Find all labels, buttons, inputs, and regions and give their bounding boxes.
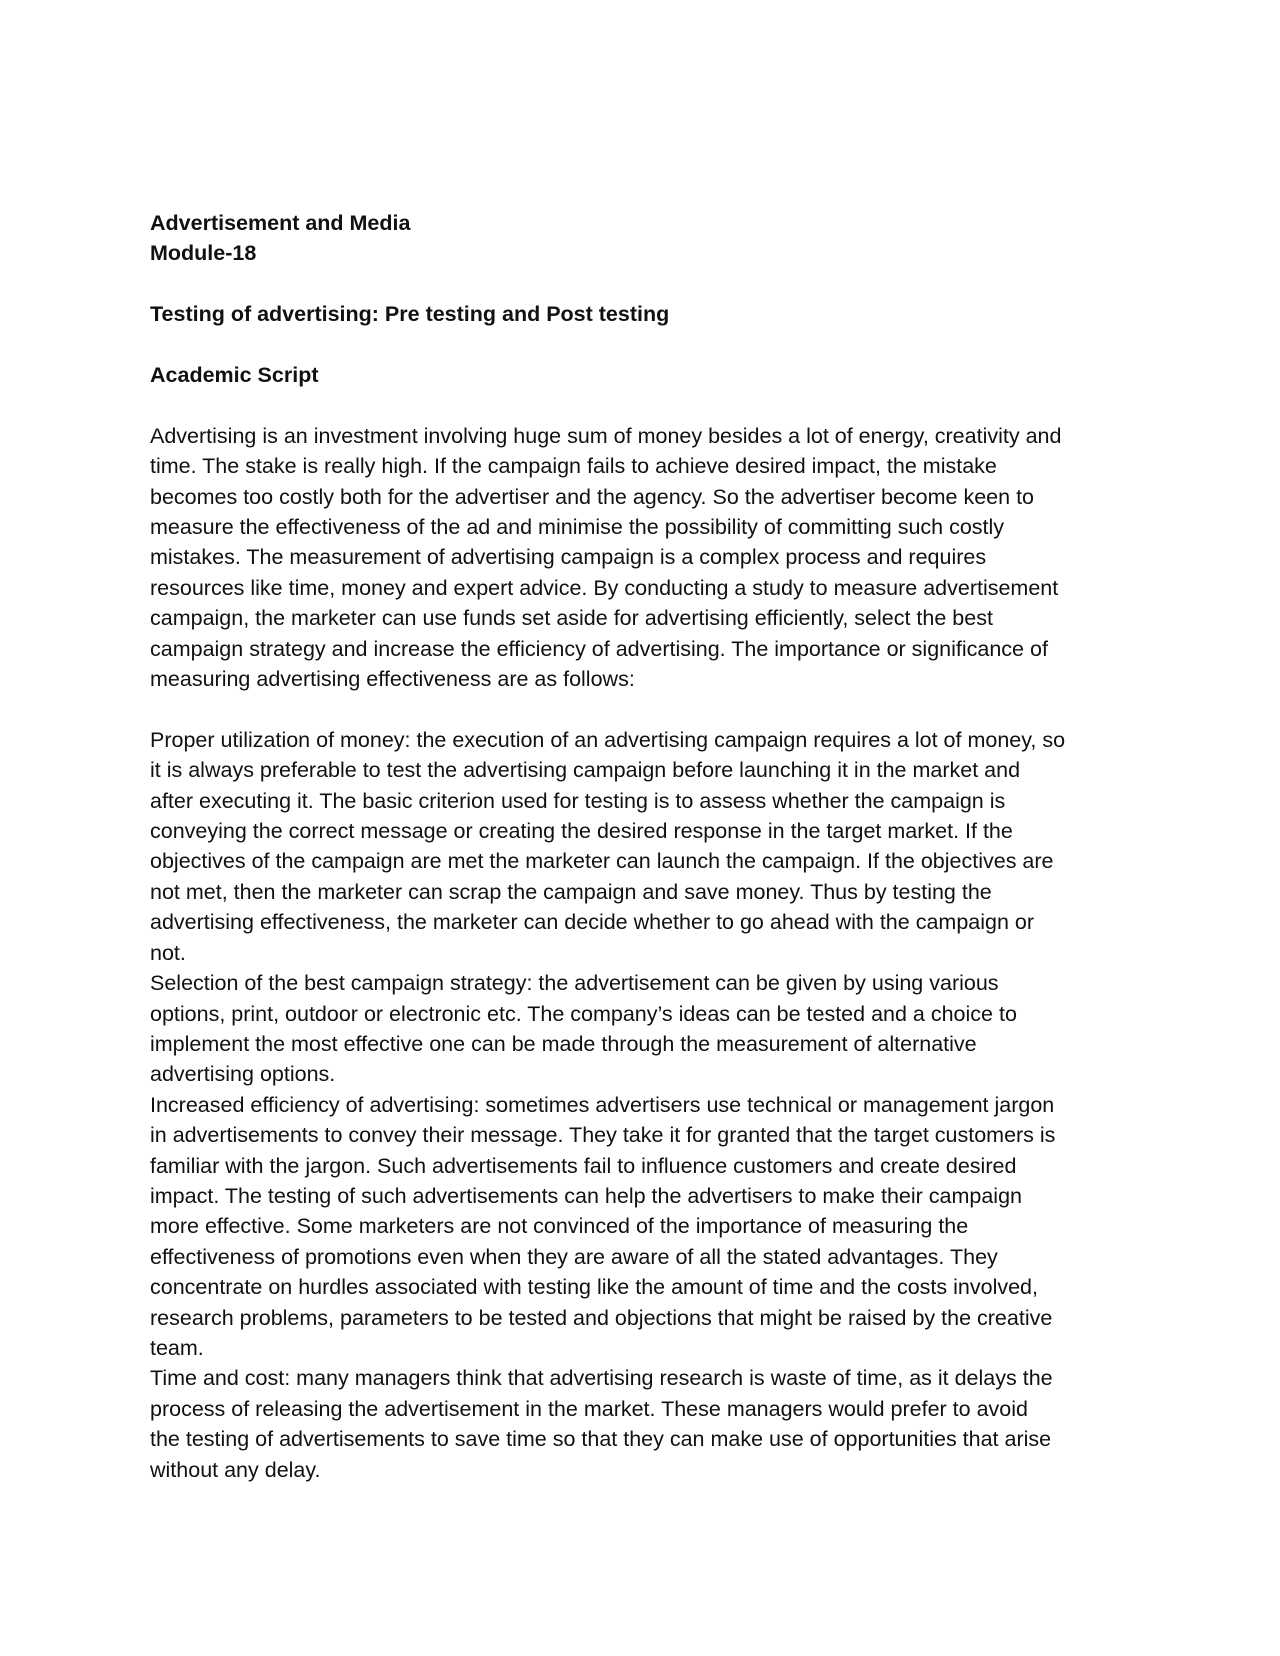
paragraph-proper-utilization xyxy=(150,725,1150,968)
spacer xyxy=(150,694,1150,724)
section-heading: Academic Script xyxy=(150,363,319,387)
course-title: Advertisement and Media xyxy=(150,211,411,235)
text-line: process of releasing the advertisement in the market. These managers would prefer to avoid xyxy=(150,1396,1028,1421)
text-line: Selection of the best campaign strategy: the advertisement can be given by using various xyxy=(150,971,999,996)
text-line: advertising options. xyxy=(150,1062,336,1087)
document-page xyxy=(150,208,1150,1485)
paragraph-increased-efficiency xyxy=(150,1090,1150,1364)
text-line: impact. The testing of such advertisements can help the advertisers to make their campaign xyxy=(150,1183,1022,1208)
text-line: implement the most effective one can be made through the measurement of alternative xyxy=(150,1031,977,1056)
topic-title: Testing of advertising: Pre testing and Post testing xyxy=(150,302,670,327)
text-line: Time and cost: many managers think that advertising research is waste of time, as it delays the xyxy=(150,1366,1053,1391)
text-line: advertising effectiveness, the marketer can decide whether to go ahead with the campaign or xyxy=(150,910,1035,935)
text-line: campaign, the marketer can use funds set aside for advertising efficiently, select the best xyxy=(150,606,993,631)
paragraph-intro xyxy=(150,421,1150,695)
text-line: familiar with the jargon. Such advertisements fail to influence customers and create desired xyxy=(150,1153,1017,1178)
text-line: resources like time, money and expert advice. By conducting a study to measure advertisement xyxy=(150,575,1059,600)
text-line: mistakes. The measurement of advertising campaign is a complex process and requires xyxy=(150,545,987,570)
text-line: objectives of the campaign are met the marketer can launch the campaign. If the objectives are xyxy=(150,849,1054,874)
paragraph-best-strategy xyxy=(150,968,1150,1090)
text-line: options, print, outdoor or electronic etc. The company’s ideas can be tested and a choice to xyxy=(150,1001,1017,1026)
text-line: after executing it. The basic criterion used for testing is to assess whether the campaign is xyxy=(150,788,1006,813)
text-line: becomes too costly both for the advertiser and the agency. So the advertiser become keen to xyxy=(150,484,1034,509)
text-line: Advertising is an investment involving huge sum of money besides a lot of energy, creativity and xyxy=(150,423,1062,448)
text-line: measure the effectiveness of the ad and minimise the possibility of committing such costly xyxy=(150,515,1005,540)
text-line: not met, then the marketer can scrap the campaign and save money. Thus by testing the xyxy=(150,879,992,904)
text-line: Increased efficiency of advertising: sometimes advertisers use technical or management jargon xyxy=(150,1092,1055,1117)
module-number: Module-18 xyxy=(150,241,257,266)
paragraph-time-and-cost xyxy=(150,1363,1150,1485)
text-line: effectiveness of promotions even when they are aware of all the stated advantages. They xyxy=(150,1244,998,1269)
text-line: the testing of advertisements to save time so that they can make use of opportunities that arise xyxy=(150,1427,1052,1452)
spacer xyxy=(150,269,1150,299)
spacer xyxy=(150,390,1150,420)
text-line: not. xyxy=(150,940,186,965)
text-line: more effective. Some marketers are not convinced of the importance of measuring the xyxy=(150,1214,969,1239)
text-line: campaign strategy and increase the efficiency of advertising. The importance or significance of xyxy=(150,636,1048,661)
text-line: it is always preferable to test the advertising campaign before launching it in the market and xyxy=(150,758,1021,783)
text-line: research problems, parameters to be tested and objections that might be raised by the creative xyxy=(150,1305,1053,1330)
spacer xyxy=(150,330,1150,360)
text-line: Proper utilization of money: the execution of an advertising campaign requires a lot of money, so xyxy=(150,727,1066,752)
text-line: in advertisements to convey their message. They take it for granted that the target customers is xyxy=(150,1123,1056,1148)
text-line: without any delay. xyxy=(150,1457,321,1482)
text-line: concentrate on hurdles associated with testing like the amount of time and the costs involved, xyxy=(150,1275,1038,1300)
text-line: time. The stake is really high. If the campaign fails to achieve desired impact, the mistake xyxy=(150,454,997,479)
text-line: team. xyxy=(150,1335,204,1360)
text-line: measuring advertising effectiveness are as follows: xyxy=(150,667,635,692)
text-line: conveying the correct message or creating the desired response in the target market. If the xyxy=(150,819,1013,844)
